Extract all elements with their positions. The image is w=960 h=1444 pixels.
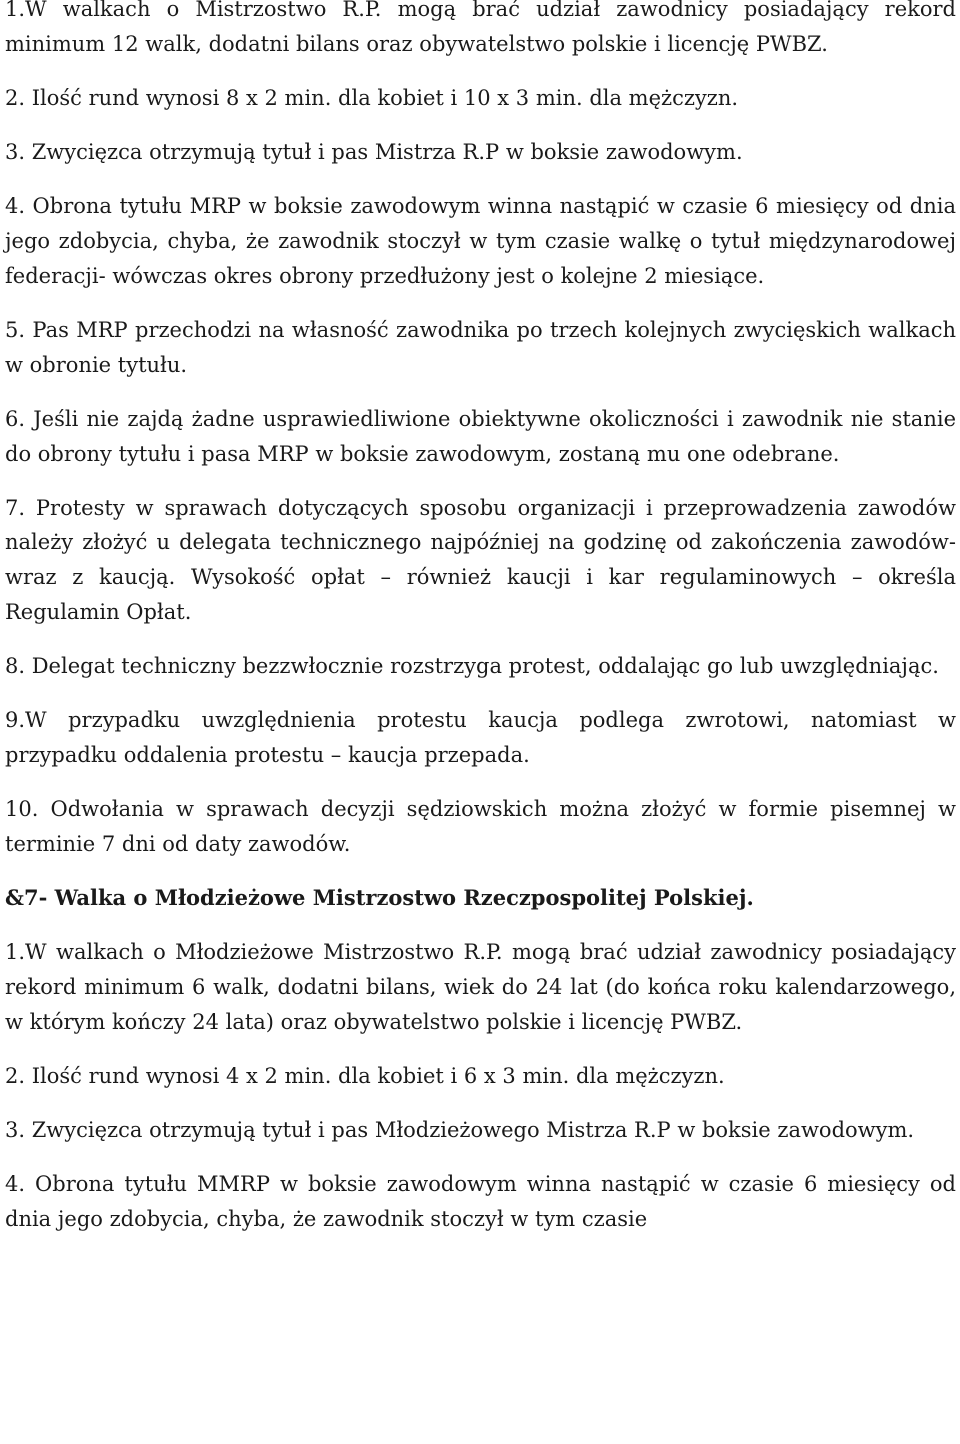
section-heading: &7- Walka o Młodzieżowe Mistrzostwo Rzeczpospolitej Polskiej. [5,885,754,911]
rule-paragraph: 6. Jeśli nie zajdą żadne usprawiedliwione obiektywne okoliczności i zawodnik nie stanie do obrony tytułu i pasa MRP w boksie zawodowym, zostaną mu one odebrane. [5,406,956,466]
section-rule-paragraph: 1.W walkach o Młodzieżowe Mistrzostwo R.P. mogą brać udział zawodnicy posiadający rekord minimum 6 walk, dodatni bilans, wiek do 24 lat (do końca roku kalendarzowego, w którym kończy 24 lata) oraz obywatelstwo polskie i licencję PWBZ. [5,940,956,1034]
document-body [5,0,956,1237]
rule-paragraph: 2. Ilość rund wynosi 8 x 2 min. dla kobiet i 10 x 3 min. dla mężczyzn. [5,85,739,110]
rule-paragraph: 8. Delegat techniczny bezzwłocznie rozstrzyga protest, oddalając go lub uwzględniając. [5,654,939,679]
rule-paragraph: 3. Zwycięzca otrzymują tytuł i pas Mistrza R.P w boksie zawodowym. [5,140,743,165]
rule-paragraph: 7. Protesty w sprawach dotyczących sposobu organizacji i przeprowadzenia zawodów należy złożyć u delegata technicznego najpóźniej na godzinę od zakończenia zawodów- wraz z kaucją. Wysokość opłat – również kaucji i kar regulaminowych – określa Regulamin Opłat. [5,495,956,624]
rule-paragraph: 9.W przypadku uwzględnienia protestu kaucja podlega zwrotowi, natomiast w przypadku oddalenia protestu – kaucja przepada. [5,708,956,767]
section-rule-paragraph: 4. Obrona tytułu MMRP w boksie zawodowym winna nastąpić w czasie 6 miesięcy od dnia jego zdobycia, chyba, że zawodnik stoczył w tym czasie [5,1172,956,1231]
section-rule-paragraph: 3. Zwycięzca otrzymują tytuł i pas Młodzieżowego Mistrza R.P w boksie zawodowym. [5,1118,915,1143]
rule-paragraph: 4. Obrona tytułu MRP w boksie zawodowym winna nastąpić w czasie 6 miesięcy od dnia jego zdobycia, chyba, że zawodnik stoczył w tym czasie walkę o tytuł międzynarodowej federacji- wówczas okres obrony przedłużony jest o kolejne 2 miesiące. [5,194,956,288]
rule-paragraph: 10. Odwołania w sprawach decyzji sędziowskich można złożyć w formie pisemnej w terminie 7 dni od daty zawodów. [5,797,956,856]
rule-paragraph: 5. Pas MRP przechodzi na własność zawodnika po trzech kolejnych zwycięskich walkach w obronie tytułu. [5,317,956,377]
rule-paragraph: 1.W walkach o Mistrzostwo R.P. mogą brać udział zawodnicy posiadający rekord minimum 12 walk, dodatni bilans oraz obywatelstwo polskie i licencję PWBZ. [5,0,956,56]
section-rule-paragraph: 2. Ilość rund wynosi 4 x 2 min. dla kobiet i 6 x 3 min. dla mężczyzn. [5,1063,725,1088]
